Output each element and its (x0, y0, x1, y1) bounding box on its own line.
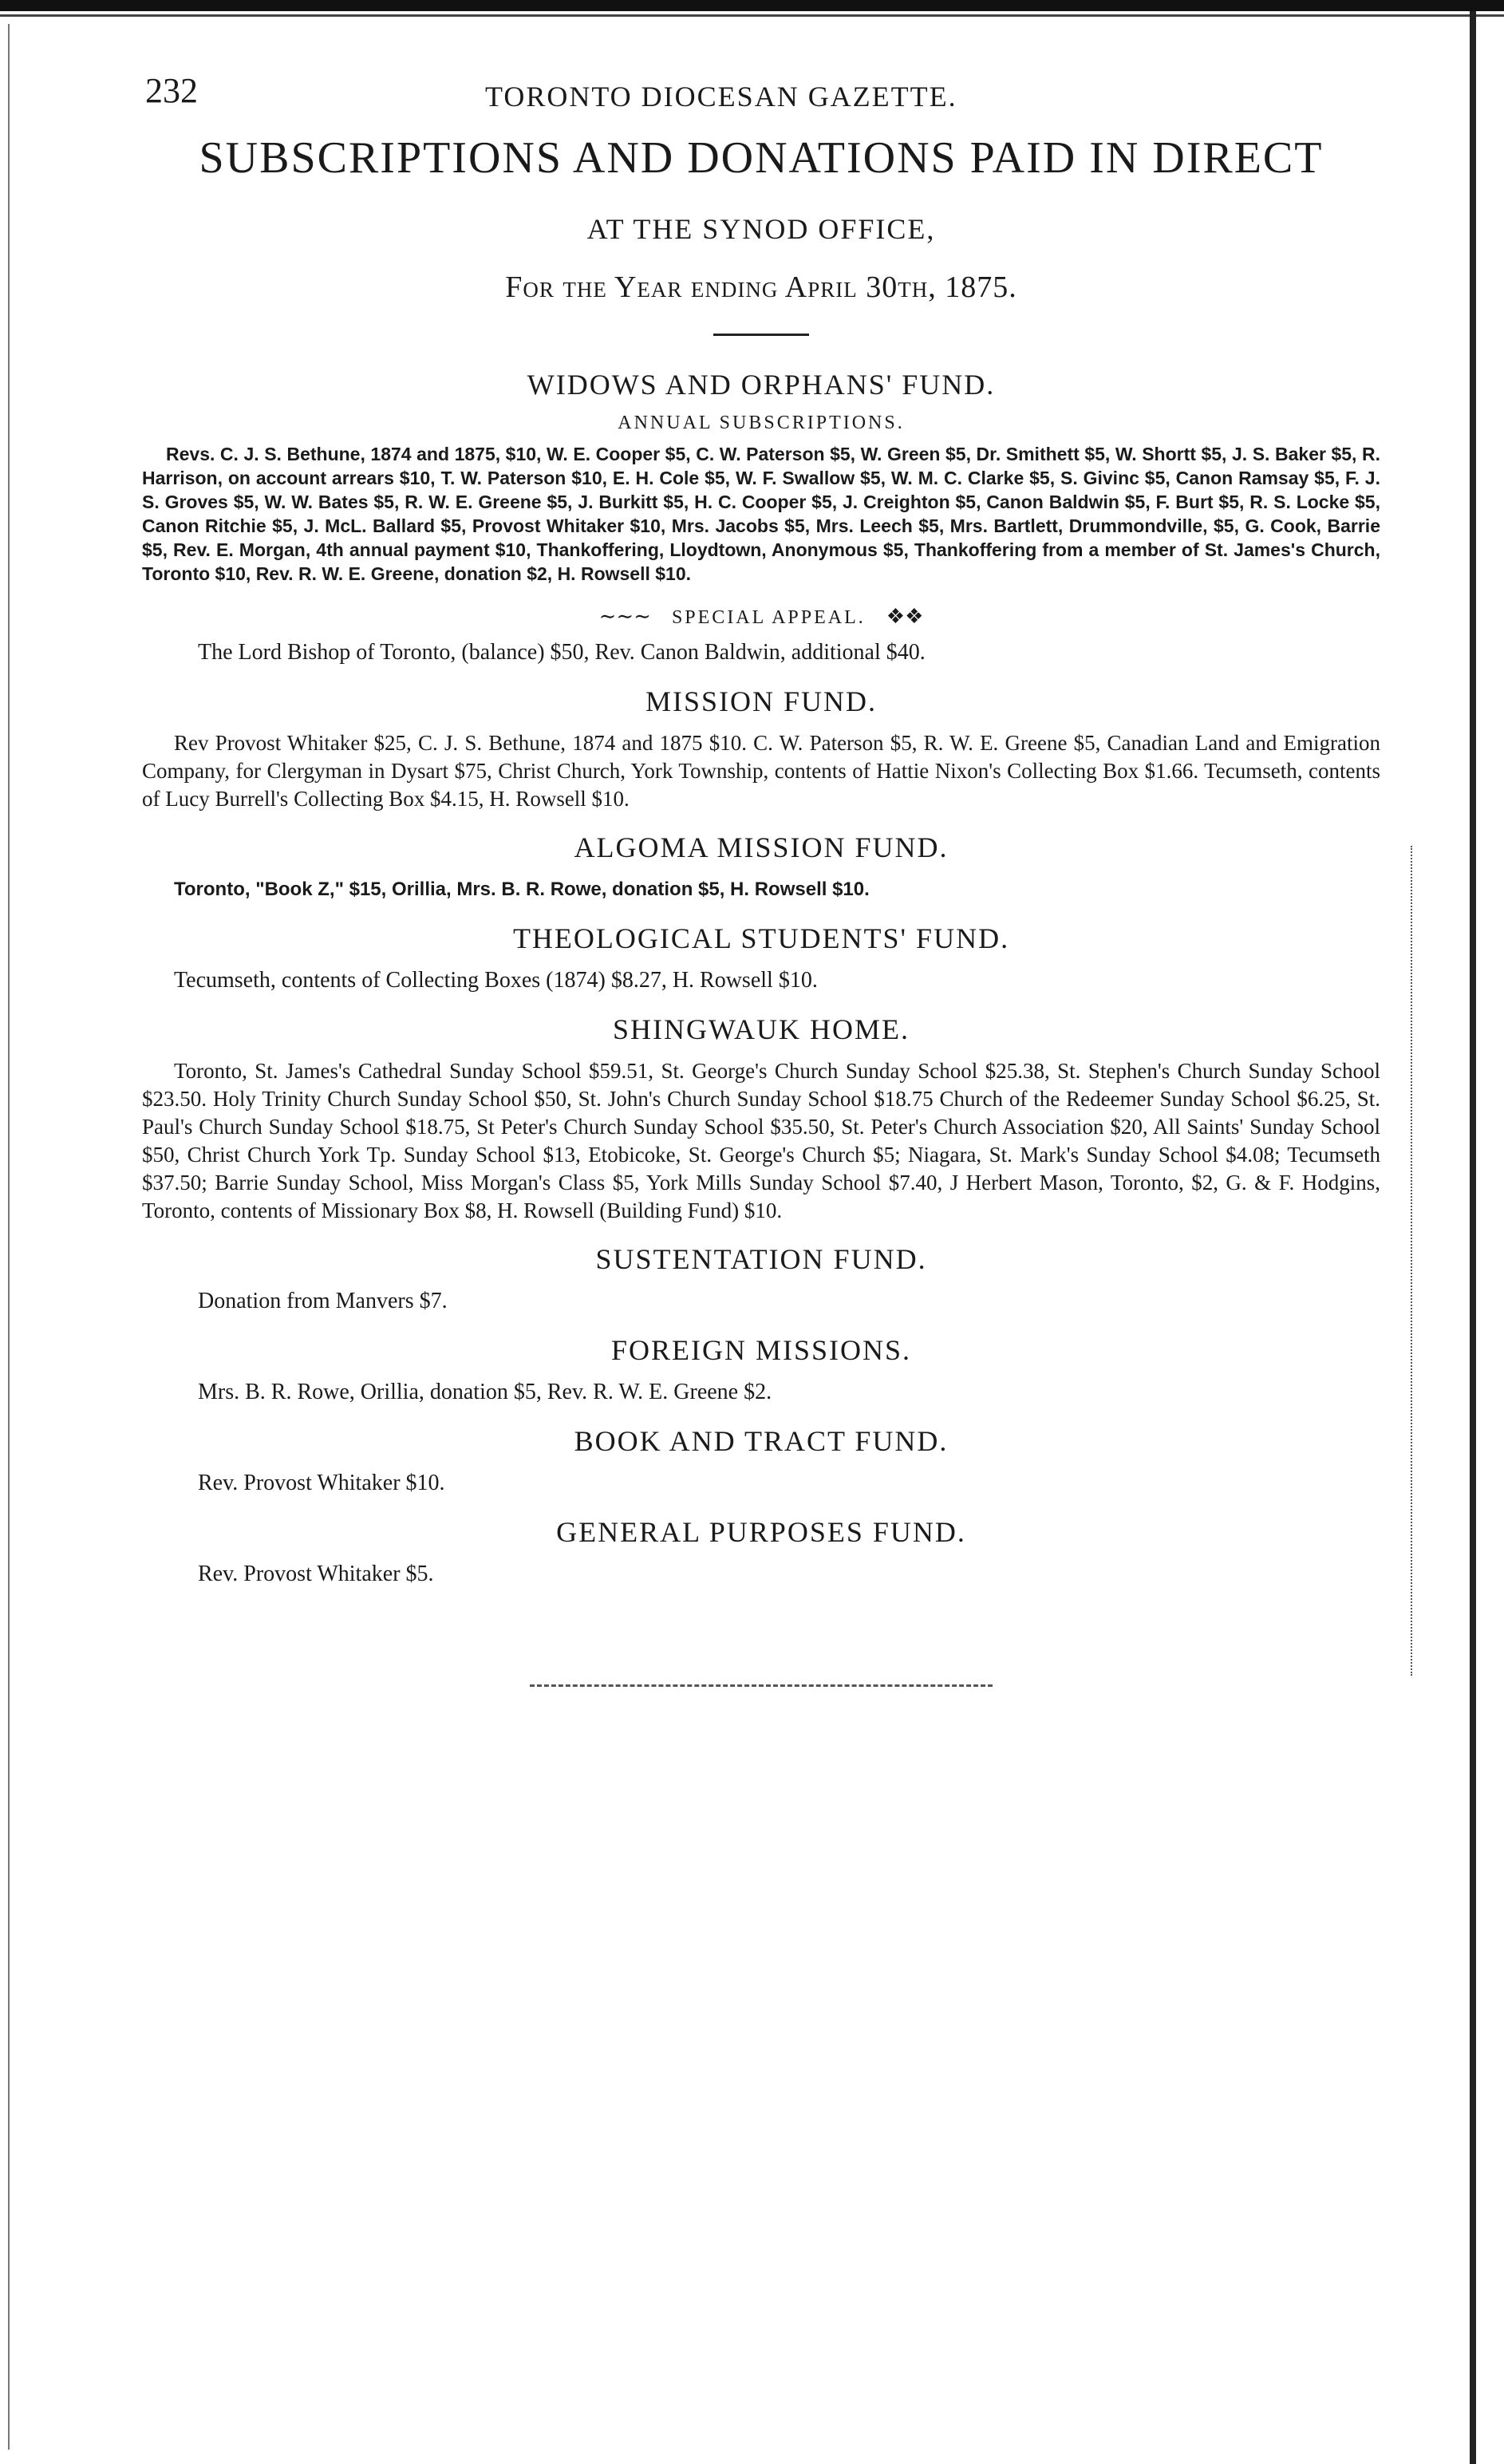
ornament-left-icon: ∼∼∼ (598, 605, 651, 628)
document-title: SUBSCRIPTIONS AND DONATIONS PAID IN DIRECT (199, 133, 1324, 183)
right-page-edge (1470, 11, 1476, 2464)
section-heading-book: BOOK AND TRACT FUND. (574, 1425, 949, 1457)
top-border (0, 0, 1504, 11)
section-text-algoma: Toronto, "Book Z," $15, Orillia, Mrs. B. R. Rowe, donation $5, H. Rowsell $10. (174, 879, 870, 900)
document-subtitle: AT THE SYNOD OFFICE, (586, 213, 936, 245)
special-appeal-label: SPECIAL APPEAL. (671, 607, 866, 628)
left-margin-rule (8, 24, 10, 2450)
section-text-widows: Revs. C. J. S. Bethune, 1874 and 1875, $10, W. E. Cooper $5, C. W. Paterson $5, W. Green $5, Dr. Smithett $5, W. Shortt $5, J. S. Baker $5, R. Harrison, on account arrears $10, T. W. Paterson $10, E. H. Cole $5, W. F. Swallow $5, W. M. C. Clarke $5, S. Givinc $5, Canon Ramsay $5, F. J. S. Groves $5, W. W. Bates $5, R. W. E. Greene $5, J. Burkitt $5, H. C. Cooper $5, J. Creighton $5, Canon Baldwin $5, F. Burt $5, R. S. Locke $5, Canon Ritchie $5, J. McL. Ballard $5, Provost Whitaker $10, Mrs. Jacobs $5, Mrs. Leech $5, Mrs. Bartlett, Drummondville, $5, G. Cook, Barrie $5, Rev. E. Morgan, 4th annual payment $10, Thankoffering, Lloydtown, Anonymous $5, Thankoffering from a member of St. James's Church, Toronto $10, Rev. R. W. E. Greene, donation $2, H. Rowsell $10. (142, 444, 1380, 584)
section-text-sustentation: Donation from Manvers $7. (198, 1289, 448, 1313)
section-text-shingwauk: Toronto, St. James's Cathedral Sunday School $59.51, St. George's Church Sunday School $25.38, St. Stephen's Church Sunday School $23.50. Holy Trinity Church Sunday School $50, St. John's Church Sunday School $18.75 Church of the Redeemer Sunday School $6.25, St. Paul's Church Sunday School $18.75, St Peter's Church Sunday School $35.50, St. Peter's Church Association $20, All Saints' Sunday School $50, Christ Church York Tp. Sunday School $13, Etobicoke, St. George's Church $5; Niagara, St. Mark's Sunday School $4.08; Tecumseth $37.50; Barrie Sunday School, Miss Morgan's Class $5, York Mills Sunday School $7.40, J Herbert Mason, Toronto, $2, G. & F. Hodgins, Toronto, contents of Missionary Box $8, H. Rowsell (Building Fund) $10. (142, 1059, 1380, 1222)
section-text-theological: Tecumseth, contents of Collecting Boxes (1874) $8.27, H. Rowsell $10. (174, 968, 818, 993)
section-text-foreign: Mrs. B. R. Rowe, Orillia, donation $5, Rev. R. W. E. Greene $2. (198, 1380, 772, 1404)
title-divider (713, 334, 809, 336)
section-heading-algoma: ALGOMA MISSION FUND. (574, 831, 949, 863)
top-border-thin (0, 14, 1504, 17)
section-text-special: The Lord Bishop of Toronto, (balance) $50, Rev. Canon Baldwin, additional $40. (198, 640, 926, 665)
section-heading-general: GENERAL PURPOSES FUND. (556, 1516, 966, 1548)
section-heading-mission: MISSION FUND. (645, 685, 878, 717)
section-heading-sustentation: SUSTENTATION FUND. (595, 1243, 927, 1275)
section-text-mission: Rev Provost Whitaker $25, C. J. S. Bethune, 1874 and 1875 $10. C. W. Paterson $5, R. W. E. Greene $5, Canadian Land and Emigration Company, for Clergyman in Dysart $75, Christ Church, York Township, contents of Hattie Nixon's Collecting Box $1.66. Tecumseth, contents of Lucy Burrell's Collecting Box $4.15, H. Rowsell $10. (142, 731, 1380, 811)
right-margin-marks (1411, 846, 1415, 1676)
closing-divider (530, 1684, 993, 1687)
page-header (142, 48, 1380, 120)
section-heading-foreign: FOREIGN MISSIONS. (610, 1334, 912, 1366)
section-heading-special (142, 605, 1380, 629)
section-heading-theological: THEOLOGICAL STUDENTS' FUND. (512, 922, 1010, 954)
section-text-book: Rev. Provost Whitaker $10. (198, 1471, 445, 1495)
section-heading-widows: WIDOWS AND ORPHANS' FUND. (527, 369, 996, 401)
ornament-right-icon: ❖❖ (886, 605, 924, 628)
section-subheading-annual: ANNUAL SUBSCRIPTIONS. (618, 413, 905, 433)
running-head: TORONTO DIOCESAN GAZETTE. (485, 81, 957, 113)
section-text-general: Rev. Provost Whitaker $5. (198, 1562, 434, 1586)
year-line: For the Year ending April 30th, 1875. (505, 270, 1017, 304)
section-heading-shingwauk: SHINGWAUK HOME. (613, 1013, 910, 1045)
page-number: 232 (145, 71, 198, 110)
page-content (142, 48, 1380, 1687)
